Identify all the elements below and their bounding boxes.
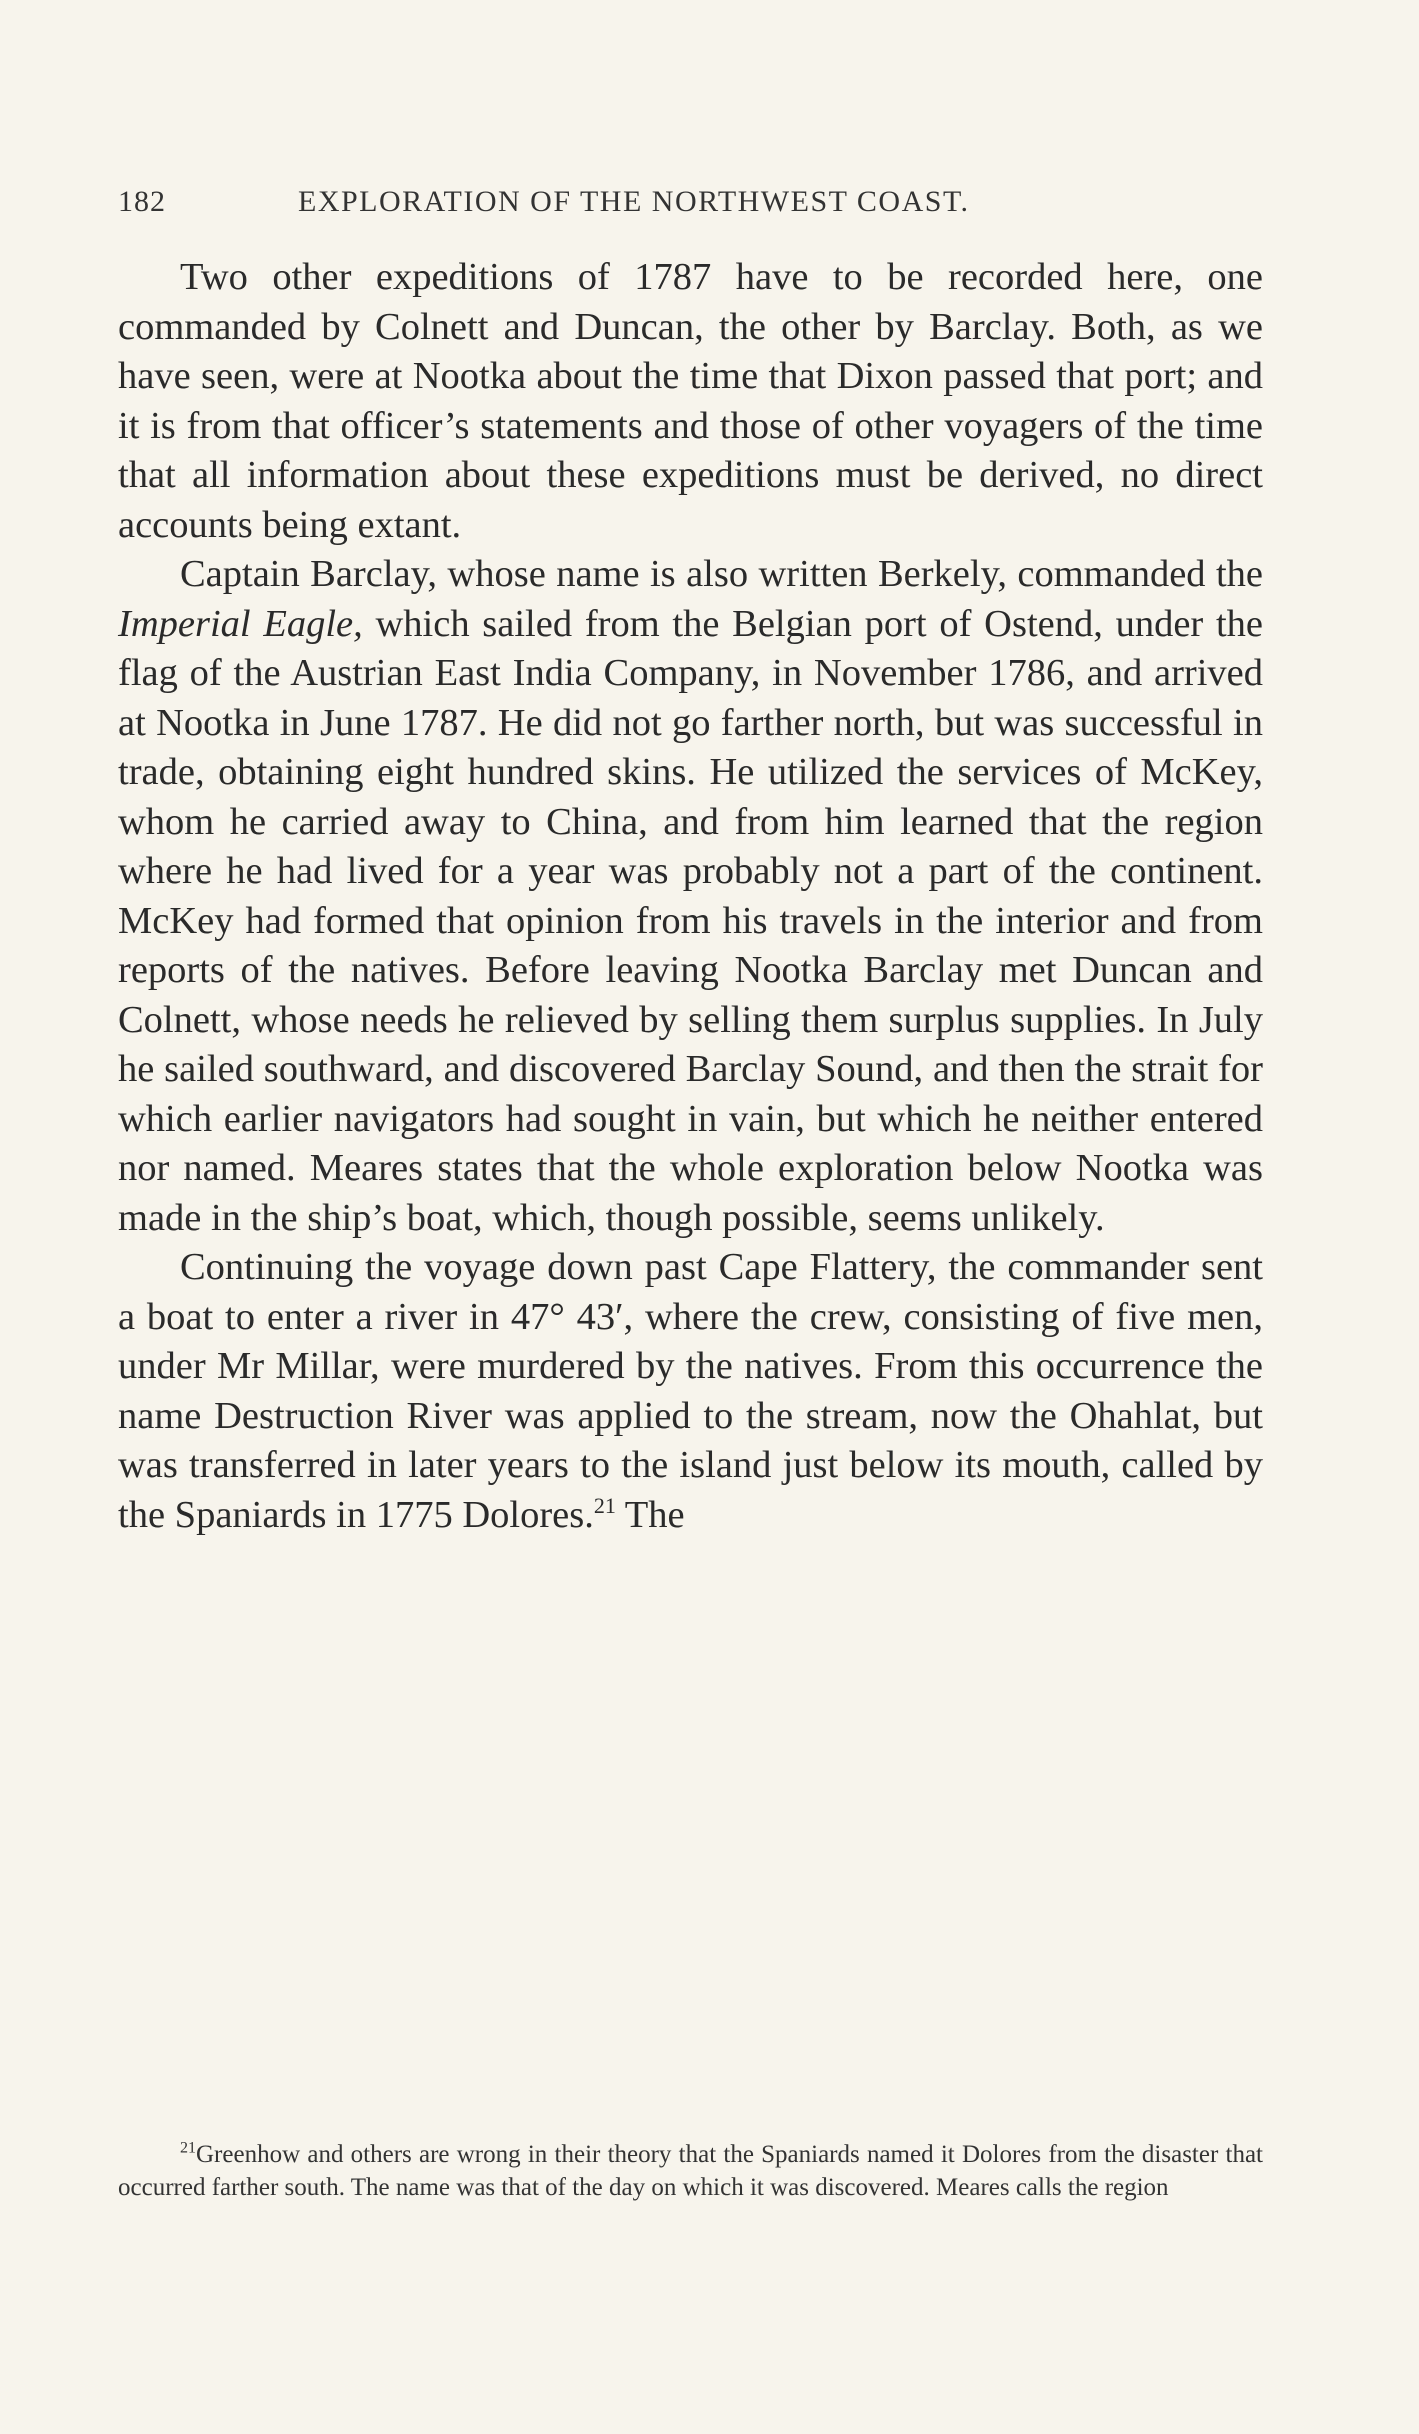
page-number: 182 xyxy=(118,185,166,218)
running-head xyxy=(118,185,1263,233)
footnote-text: Greenhow and others are wrong in their theory that the Spaniards named it Dolores from the disaster that occurred farther south. The name was that of the day on which it was discovered. Meares calls the region xyxy=(118,2141,1263,2201)
footnote-number: 21 xyxy=(180,2139,196,2157)
page-content xyxy=(118,185,1263,1540)
paragraph-3 xyxy=(118,1243,1263,1540)
paragraph-1-text: Two other expeditions of 1787 have to be recorded here, one commanded by Colnett and Duncan, the other by Barclay. Both, as we have seen, were at Nootka about the time that Dixon passed that port; and it is from that officer’s statements and those of other voyagers of the time that all information about these expeditions must be derived, no direct accounts being extant. xyxy=(118,256,1263,546)
paragraph-1 xyxy=(118,253,1263,550)
paragraph-2 xyxy=(118,550,1263,1243)
body-text xyxy=(118,253,1263,1540)
footnote-21 xyxy=(118,2138,1263,2204)
paragraph-3-text-after-ref: The xyxy=(615,1493,685,1536)
running-title: EXPLORATION OF THE NORTHWEST COAST. xyxy=(298,185,970,218)
paragraph-3-text: Continuing the voyage down past Cape Flattery, the commander sent a boat to enter a river in 47° 43′, where the crew, consisting of five men, under Mr Millar, were murdered by the natives. From this occurrence the name Destruction River was applied to the stream, now the Ohahlat, but was transferred in later years to the island just below its mouth, called by the Spaniards in 1775 Dolores. xyxy=(118,1246,1263,1536)
ship-name-italic: Imperial Eagle, xyxy=(118,602,363,645)
footnote-reference[interactable]: 21 xyxy=(593,1492,616,1518)
paragraph-2-text-before-italic: Captain Barclay, whose name is also written Berkely, commanded the xyxy=(180,553,1263,595)
footnotes xyxy=(118,2138,1263,2204)
paragraph-2-text-after-italic: which sailed from the Belgian port of Ostend, under the flag of the Austrian East India Company, in November 1786, and arrived at Nootka in June 1787. He did not go farther north, but was successful in trade, obtaining eight hundred skins. He utilized the services of McKey, whom he carried away to China, and from him learned that the region where he had lived for a year was probably not a part of the continent. McKey had formed that opinion from his travels in the interior and from reports of the natives. Before leaving Nootka Barclay met Duncan and Colnett, whose needs he relieved by selling them surplus supplies. In July he sailed southward, and discovered Barclay Sound, and then the strait for which earlier navigators had sought in vain, but which he neither entered nor named. Meares states that the whole exploration below Nootka was made in the ship’s boat, which, though possible, seems unlikely. xyxy=(118,602,1263,1239)
